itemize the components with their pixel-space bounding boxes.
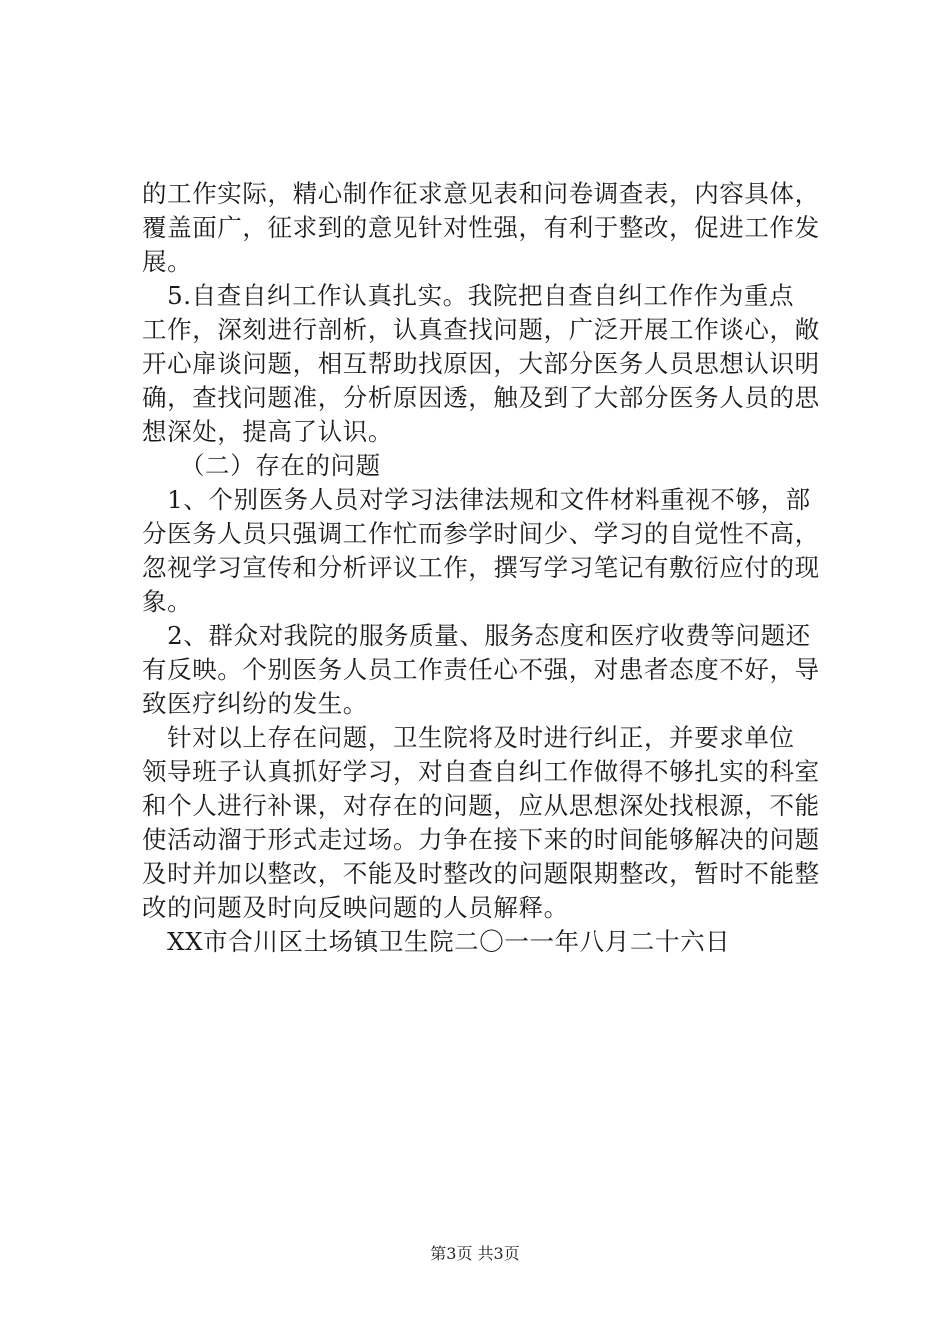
body-line: 覆盖面广，征求到的意见针对性强，有利于整改，促进工作发: [142, 213, 820, 242]
body-line: 忽视学习宣传和分析评议工作，撰写学习笔记有敷衍应付的现: [142, 553, 820, 582]
body-line: 开心扉谈问题，相互帮助找原因，大部分医务人员思想认识明: [142, 349, 820, 378]
body-line: 有反映。个别医务人员工作责任心不强，对患者态度不好，导: [142, 655, 820, 684]
body-line: 1、个别医务人员对学习法律法规和文件材料重视不够，部: [142, 485, 811, 514]
body-line: 的工作实际，精心制作征求意见表和问卷调查表，内容具体，: [142, 179, 820, 208]
body-line: 工作，深刻进行剖析，认真查找问题，广泛开展工作谈心，敞: [142, 315, 820, 344]
body-line: 展。: [142, 247, 193, 276]
body-line: 5.自查自纠工作认真扎实。我院把自查自纠工作作为重点: [142, 281, 795, 310]
body-line: 致医疗纠纷的发生。: [142, 689, 368, 718]
section-heading: （二）存在的问题: [142, 451, 381, 480]
body-line: 确，查找问题准，分析原因透，触及到了大部分医务人员的思: [142, 383, 820, 412]
body-line: 针对以上存在问题，卫生院将及时进行纠正，并要求单位: [142, 723, 795, 752]
body-line: 象。: [142, 587, 193, 616]
body-line: 使活动溜于形式走过场。力争在接下来的时间能够解决的问题: [142, 825, 820, 854]
body-line: 分医务人员只强调工作忙而参学时间少、学习的自觉性不高，: [142, 519, 820, 548]
body-line: 及时并加以整改，不能及时整改的问题限期整改，暂时不能整: [142, 859, 820, 888]
body-line: 改的问题及时向反映问题的人员解释。: [142, 893, 569, 922]
page-number-footer: 第3页 共3页: [430, 1244, 520, 1263]
body-line: 和个人进行补课，对存在的问题，应从思想深处找根源，不能: [142, 791, 820, 820]
signature-line: XX市合川区土场镇卫生院二〇一一年八月二十六日: [142, 927, 731, 956]
body-line: 2、群众对我院的服务质量、服务态度和医疗收费等问题还: [142, 621, 811, 650]
body-line: 领导班子认真抓好学习，对自查自纠工作做得不够扎实的科室: [142, 757, 820, 786]
body-line: 想深处，提高了认识。: [142, 417, 393, 446]
